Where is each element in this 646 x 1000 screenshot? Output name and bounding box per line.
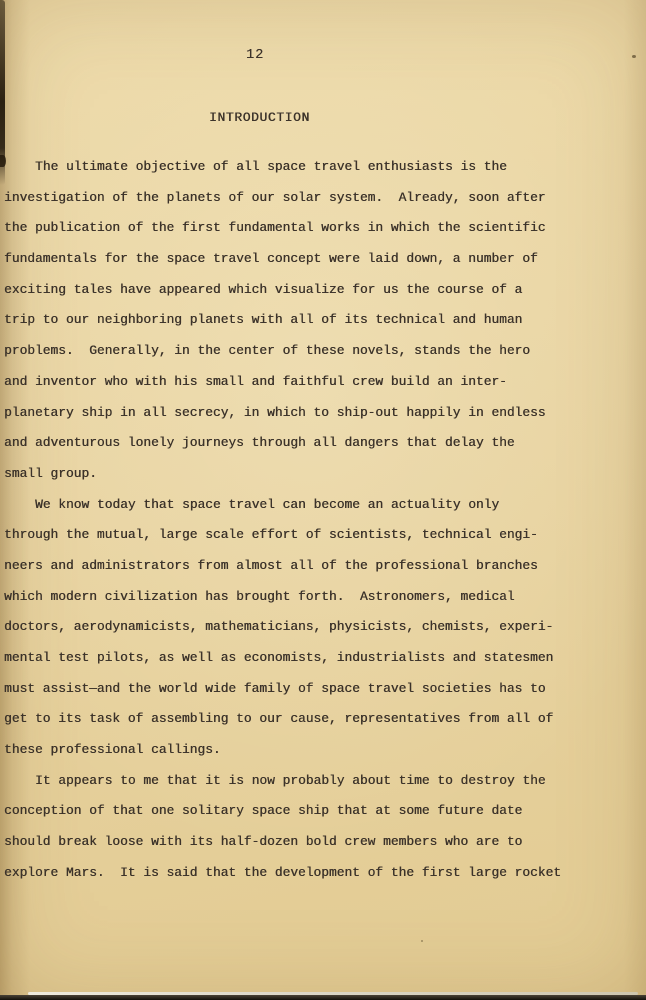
body-text [4,152,604,889]
text-line: problems. Generally, in the center of these novels, stands the hero [4,343,531,359]
text-line: It appears to me that it is now probably about time to destroy the [35,772,546,788]
text-line: these professional callings. [4,742,221,758]
text-line: planetary ship in all secrecy, in which to ship-out happily in endless [4,404,546,420]
text-line: through the mutual, large scale effort of scientists, technical engi- [4,527,538,543]
text-line: mental test pilots, as well as economists, industrialists and statesmen [4,650,554,665]
text-line: We know today that space travel can become an actuality only [35,496,500,512]
page-title: INTRODUCTION [209,110,310,125]
text-line: small group. [4,465,97,481]
text-line: exciting tales have appeared which visualize for us the course of a [4,281,523,297]
paper-speck [421,940,423,942]
text-line: the publication of the first fundamental works in which the scientific [4,220,546,236]
bottom-page-edge [0,995,646,1000]
text-line: get to its task of assembling to our cause, representatives from all of [4,711,554,727]
text-line: The ultimate objective of all space travel enthusiasts is the [35,159,507,174]
text-line: and adventurous lonely journeys through all dangers that delay the [4,435,515,451]
text-line: explore Mars. It is said that the development of the first large rocket [4,864,561,880]
text-line: and inventor who with his small and faithful crew build an inter- [4,373,507,389]
text-line: neers and administrators from almost all of the professional branches [4,557,538,573]
page-number: 12 [246,48,265,63]
text-line: trip to our neighboring planets with all of its technical and human [4,312,523,328]
text-line: conception of that one solitary space ship that at some future date [4,803,523,819]
text-line: investigation of the planets of our solar system. Already, soon after [4,189,546,205]
text-line: which modern civilization has brought forth. Astronomers, medical [4,588,515,604]
text-line: should break loose with its half-dozen bold crew members who are to [4,834,523,850]
paper-speck [632,55,636,58]
text-line: doctors, aerodynamicists, mathematicians, physicists, chemists, experi- [4,619,554,635]
text-line: fundamentals for the space travel concept were laid down, a number of [4,251,538,267]
text-line: must assist—and the world wide family of space travel societies has to [4,680,546,696]
